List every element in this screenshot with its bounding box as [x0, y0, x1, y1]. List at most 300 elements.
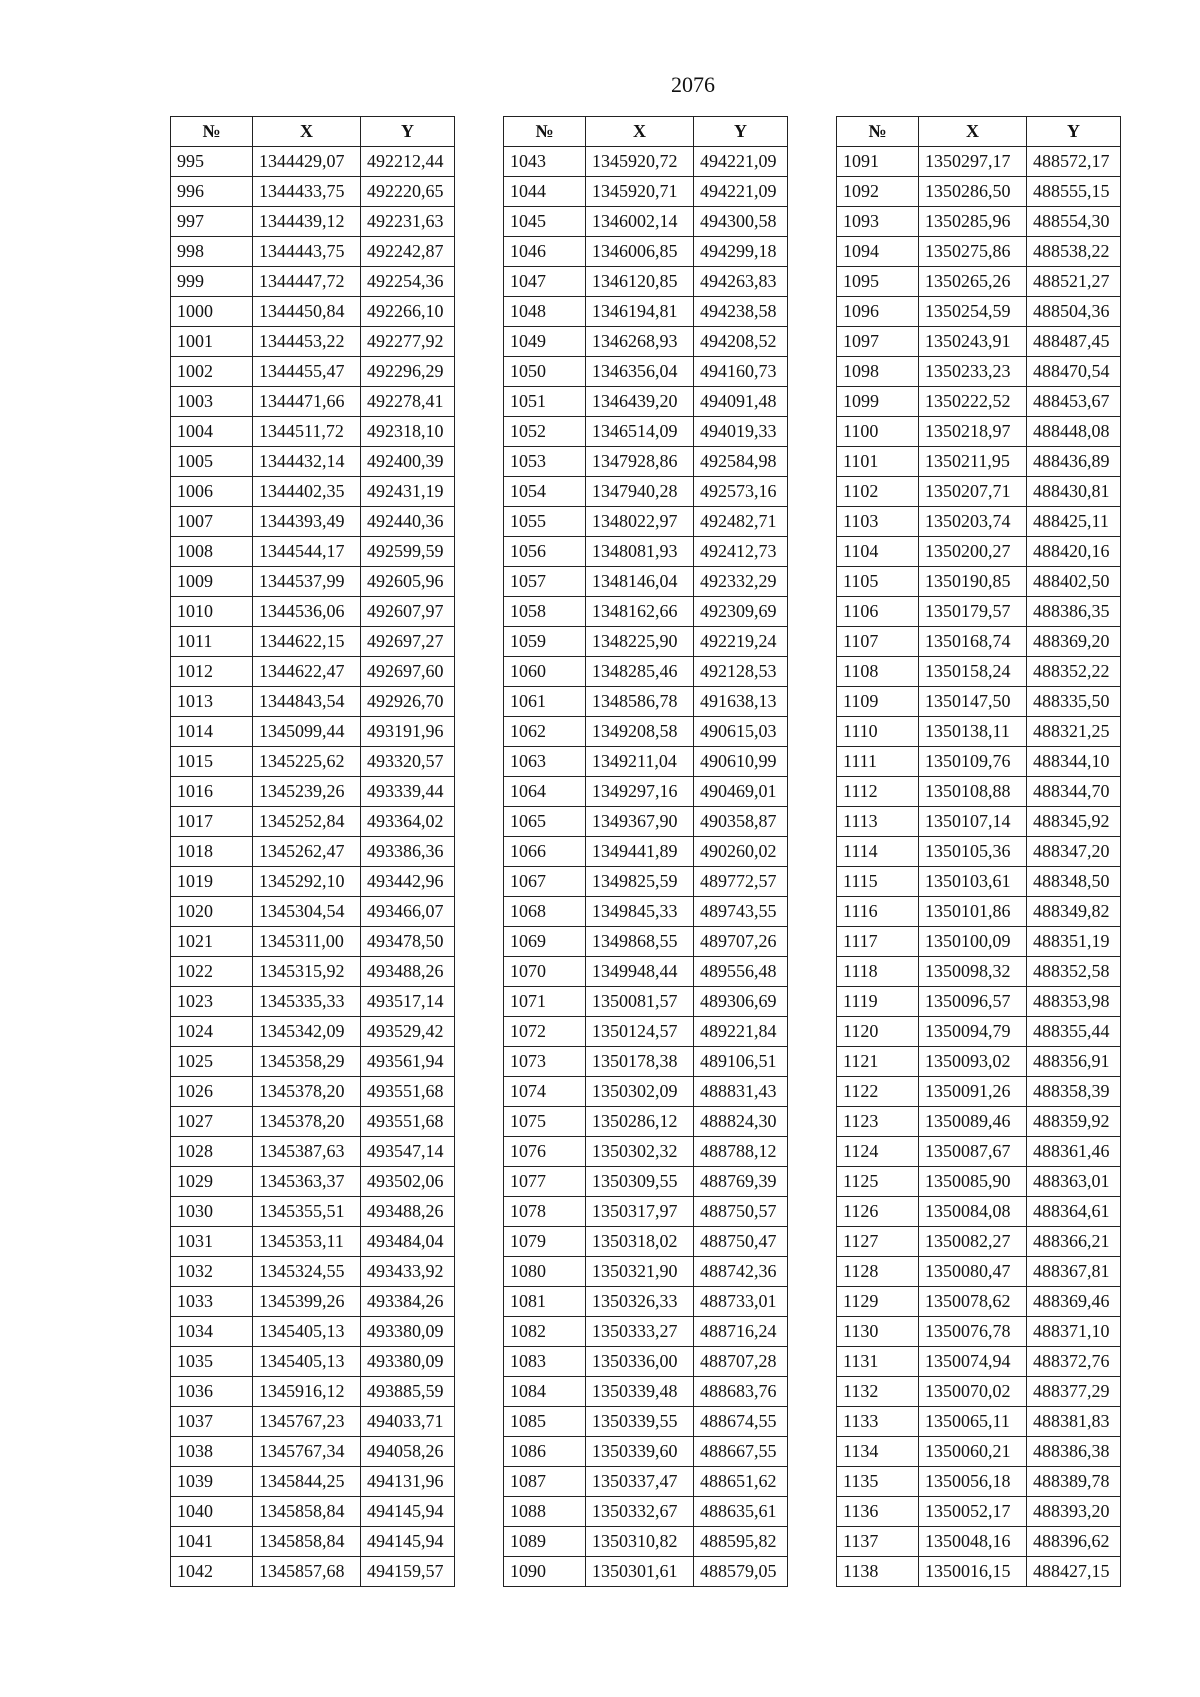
cell-x: 1350211,95	[919, 447, 1027, 477]
table-row	[837, 537, 1121, 567]
table-row	[837, 477, 1121, 507]
cell-number: 1083	[504, 1347, 586, 1377]
cell-number: 1126	[837, 1197, 919, 1227]
cell-number: 1103	[837, 507, 919, 537]
cell-number: 1057	[504, 567, 586, 597]
cell-number: 1129	[837, 1287, 919, 1317]
cell-y: 494263,83	[694, 267, 788, 297]
table-row	[171, 147, 455, 177]
table-row	[171, 657, 455, 687]
table-row	[837, 837, 1121, 867]
table-row	[837, 1467, 1121, 1497]
cell-x: 1345857,68	[253, 1557, 361, 1587]
cell-number: 999	[171, 267, 253, 297]
cell-x: 1350317,97	[586, 1197, 694, 1227]
cell-y: 492697,27	[361, 627, 455, 657]
cell-number: 1001	[171, 327, 253, 357]
cell-y: 492605,96	[361, 567, 455, 597]
table-row	[171, 1137, 455, 1167]
cell-number: 1038	[171, 1437, 253, 1467]
table-row	[504, 447, 788, 477]
table-row	[171, 837, 455, 867]
cell-x: 1350265,26	[919, 267, 1027, 297]
page-number: 2076	[671, 72, 715, 97]
cell-y: 488366,21	[1027, 1227, 1121, 1257]
cell-y: 489772,57	[694, 867, 788, 897]
cell-y: 494091,48	[694, 387, 788, 417]
cell-number: 1069	[504, 927, 586, 957]
cell-x: 1350310,82	[586, 1527, 694, 1557]
cell-y: 488386,38	[1027, 1437, 1121, 1467]
table-row	[504, 927, 788, 957]
cell-x: 1348022,97	[586, 507, 694, 537]
cell-number: 1042	[171, 1557, 253, 1587]
cell-x: 1350190,85	[919, 567, 1027, 597]
header-x: X	[253, 117, 361, 147]
table-row	[504, 1167, 788, 1197]
cell-number: 996	[171, 177, 253, 207]
cell-y: 492231,63	[361, 207, 455, 237]
table-row	[504, 957, 788, 987]
table-header-row	[171, 117, 455, 147]
cell-number: 1053	[504, 447, 586, 477]
table-row	[837, 777, 1121, 807]
cell-x: 1350200,27	[919, 537, 1027, 567]
cell-number: 1066	[504, 837, 586, 867]
cell-y: 488389,78	[1027, 1467, 1121, 1497]
cell-number: 1106	[837, 597, 919, 627]
table-row	[171, 957, 455, 987]
cell-number: 1000	[171, 297, 253, 327]
table-row	[504, 1557, 788, 1587]
cell-number: 1048	[504, 297, 586, 327]
cell-y: 488707,28	[694, 1347, 788, 1377]
table-row	[504, 987, 788, 1017]
cell-number: 1125	[837, 1167, 919, 1197]
cell-x: 1345399,26	[253, 1287, 361, 1317]
cell-number: 1072	[504, 1017, 586, 1047]
table-row	[171, 747, 455, 777]
cell-number: 1023	[171, 987, 253, 1017]
table-row	[171, 1467, 455, 1497]
cell-x: 1350301,61	[586, 1557, 694, 1587]
table-header-row	[837, 117, 1121, 147]
table-row	[504, 597, 788, 627]
table-row	[504, 1317, 788, 1347]
cell-y: 488769,39	[694, 1167, 788, 1197]
cell-number: 1043	[504, 147, 586, 177]
cell-y: 493551,68	[361, 1107, 455, 1137]
table-row	[837, 1377, 1121, 1407]
cell-number: 1027	[171, 1107, 253, 1137]
cell-x: 1345387,63	[253, 1137, 361, 1167]
cell-y: 488554,30	[1027, 207, 1121, 237]
cell-number: 1079	[504, 1227, 586, 1257]
table-row	[504, 1377, 788, 1407]
cell-y: 488425,11	[1027, 507, 1121, 537]
cell-y: 492440,36	[361, 507, 455, 537]
cell-x: 1346194,81	[586, 297, 694, 327]
cell-x: 1345767,34	[253, 1437, 361, 1467]
cell-number: 1013	[171, 687, 253, 717]
cell-x: 1349211,04	[586, 747, 694, 777]
table-row	[837, 597, 1121, 627]
cell-number: 1068	[504, 897, 586, 927]
cell-number: 1017	[171, 807, 253, 837]
cell-number: 1050	[504, 357, 586, 387]
cell-y: 492431,19	[361, 477, 455, 507]
cell-number: 1096	[837, 297, 919, 327]
cell-number: 1052	[504, 417, 586, 447]
cell-y: 488538,22	[1027, 237, 1121, 267]
table-row	[171, 507, 455, 537]
cell-number: 1108	[837, 657, 919, 687]
cell-x: 1345844,25	[253, 1467, 361, 1497]
table-row	[171, 1047, 455, 1077]
cell-x: 1345311,00	[253, 927, 361, 957]
cell-y: 488716,24	[694, 1317, 788, 1347]
cell-y: 489306,69	[694, 987, 788, 1017]
cell-number: 1009	[171, 567, 253, 597]
table-row	[171, 597, 455, 627]
table-row	[504, 147, 788, 177]
table-row	[171, 1527, 455, 1557]
table-row	[837, 1167, 1121, 1197]
cell-number: 1031	[171, 1227, 253, 1257]
table-row	[504, 1077, 788, 1107]
cell-y: 488436,89	[1027, 447, 1121, 477]
cell-x: 1345363,37	[253, 1167, 361, 1197]
table-row	[837, 327, 1121, 357]
table-row	[171, 387, 455, 417]
cell-x: 1350339,48	[586, 1377, 694, 1407]
cell-x: 1350337,47	[586, 1467, 694, 1497]
cell-y: 488321,25	[1027, 717, 1121, 747]
cell-y: 489707,26	[694, 927, 788, 957]
cell-number: 1133	[837, 1407, 919, 1437]
table-row	[171, 1227, 455, 1257]
table-row	[837, 297, 1121, 327]
table-row	[171, 1257, 455, 1287]
cell-y: 488742,36	[694, 1257, 788, 1287]
cell-x: 1345920,72	[586, 147, 694, 177]
table-row	[171, 1497, 455, 1527]
cell-number: 1128	[837, 1257, 919, 1287]
cell-number: 1075	[504, 1107, 586, 1137]
cell-y: 493364,02	[361, 807, 455, 837]
cell-number: 1007	[171, 507, 253, 537]
cell-number: 997	[171, 207, 253, 237]
table-row	[504, 657, 788, 687]
cell-x: 1350339,55	[586, 1407, 694, 1437]
cell-y: 488344,10	[1027, 747, 1121, 777]
cell-number: 1107	[837, 627, 919, 657]
table-row	[504, 537, 788, 567]
table-row	[171, 477, 455, 507]
cell-y: 494300,58	[694, 207, 788, 237]
cell-x: 1350052,17	[919, 1497, 1027, 1527]
cell-number: 1003	[171, 387, 253, 417]
cell-number: 1114	[837, 837, 919, 867]
table-row	[504, 1287, 788, 1317]
cell-number: 1091	[837, 147, 919, 177]
cell-x: 1350222,52	[919, 387, 1027, 417]
table-row	[171, 267, 455, 297]
cell-y: 492278,41	[361, 387, 455, 417]
cell-x: 1345353,11	[253, 1227, 361, 1257]
cell-number: 1040	[171, 1497, 253, 1527]
cell-y: 488352,22	[1027, 657, 1121, 687]
cell-y: 492219,24	[694, 627, 788, 657]
cell-x: 1350078,62	[919, 1287, 1027, 1317]
header-number: №	[504, 117, 586, 147]
cell-number: 1122	[837, 1077, 919, 1107]
table-row	[171, 537, 455, 567]
cell-x: 1346439,20	[586, 387, 694, 417]
cell-y: 492296,29	[361, 357, 455, 387]
cell-x: 1350087,67	[919, 1137, 1027, 1167]
table-row	[837, 567, 1121, 597]
cell-x: 1350100,09	[919, 927, 1027, 957]
cell-number: 1004	[171, 417, 253, 447]
cell-number: 1112	[837, 777, 919, 807]
cell-y: 488572,17	[1027, 147, 1121, 177]
cell-x: 1345355,51	[253, 1197, 361, 1227]
cell-y: 488361,46	[1027, 1137, 1121, 1167]
cell-x: 1349845,33	[586, 897, 694, 927]
cell-y: 488824,30	[694, 1107, 788, 1137]
table-row	[504, 417, 788, 447]
cell-number: 1102	[837, 477, 919, 507]
cell-x: 1350076,78	[919, 1317, 1027, 1347]
cell-y: 488345,92	[1027, 807, 1121, 837]
cell-y: 493466,07	[361, 897, 455, 927]
cell-x: 1350070,02	[919, 1377, 1027, 1407]
cell-number: 1117	[837, 927, 919, 957]
coordinates-table-1	[170, 116, 455, 1587]
table-row	[171, 777, 455, 807]
table-row	[837, 1227, 1121, 1257]
cell-y: 488448,08	[1027, 417, 1121, 447]
cell-y: 494238,58	[694, 297, 788, 327]
cell-y: 494299,18	[694, 237, 788, 267]
table-row	[504, 1227, 788, 1257]
cell-y: 488555,15	[1027, 177, 1121, 207]
cell-x: 1344447,72	[253, 267, 361, 297]
table-row	[504, 1497, 788, 1527]
cell-y: 494145,94	[361, 1497, 455, 1527]
cell-y: 492212,44	[361, 147, 455, 177]
cell-number: 1071	[504, 987, 586, 1017]
table-row	[837, 957, 1121, 987]
cell-number: 1090	[504, 1557, 586, 1587]
cell-y: 488396,62	[1027, 1527, 1121, 1557]
cell-x: 1344393,49	[253, 507, 361, 537]
cell-x: 1344471,66	[253, 387, 361, 417]
cell-number: 1067	[504, 867, 586, 897]
cell-x: 1350286,12	[586, 1107, 694, 1137]
cell-y: 488347,20	[1027, 837, 1121, 867]
cell-y: 488595,82	[694, 1527, 788, 1557]
cell-x: 1344511,72	[253, 417, 361, 447]
cell-y: 494208,52	[694, 327, 788, 357]
cell-x: 1348285,46	[586, 657, 694, 687]
cell-y: 488369,46	[1027, 1287, 1121, 1317]
table-row	[504, 687, 788, 717]
cell-y: 494019,33	[694, 417, 788, 447]
cell-number: 1121	[837, 1047, 919, 1077]
table-row	[171, 1557, 455, 1587]
cell-x: 1350336,00	[586, 1347, 694, 1377]
table-row	[837, 1527, 1121, 1557]
cell-x: 1345252,84	[253, 807, 361, 837]
cell-y: 492697,60	[361, 657, 455, 687]
cell-number: 1120	[837, 1017, 919, 1047]
cell-y: 492599,59	[361, 537, 455, 567]
cell-number: 1088	[504, 1497, 586, 1527]
table-row	[504, 237, 788, 267]
table-row	[837, 177, 1121, 207]
cell-x: 1350179,57	[919, 597, 1027, 627]
cell-x: 1345342,09	[253, 1017, 361, 1047]
cell-x: 1345920,71	[586, 177, 694, 207]
table-row	[504, 177, 788, 207]
cell-x: 1349948,44	[586, 957, 694, 987]
table-row	[837, 1347, 1121, 1377]
cell-number: 1132	[837, 1377, 919, 1407]
cell-number: 1030	[171, 1197, 253, 1227]
table-row	[837, 987, 1121, 1017]
cell-y: 491638,13	[694, 687, 788, 717]
cell-number: 1109	[837, 687, 919, 717]
cell-y: 494131,96	[361, 1467, 455, 1497]
table-row	[171, 297, 455, 327]
cell-number: 1002	[171, 357, 253, 387]
cell-y: 494159,57	[361, 1557, 455, 1587]
cell-x: 1348586,78	[586, 687, 694, 717]
table-row	[171, 1197, 455, 1227]
table-row	[504, 747, 788, 777]
cell-y: 492400,39	[361, 447, 455, 477]
cell-number: 1026	[171, 1077, 253, 1107]
cell-number: 1138	[837, 1557, 919, 1587]
cell-number: 1098	[837, 357, 919, 387]
cell-number: 1047	[504, 267, 586, 297]
cell-x: 1350082,27	[919, 1227, 1027, 1257]
cell-x: 1350089,46	[919, 1107, 1027, 1137]
cell-y: 488371,10	[1027, 1317, 1121, 1347]
cell-y: 493529,42	[361, 1017, 455, 1047]
cell-number: 1113	[837, 807, 919, 837]
table-row	[171, 687, 455, 717]
cell-number: 1060	[504, 657, 586, 687]
cell-number: 1041	[171, 1527, 253, 1557]
cell-y: 489221,84	[694, 1017, 788, 1047]
table-row	[837, 1047, 1121, 1077]
cell-number: 1134	[837, 1437, 919, 1467]
cell-y: 492584,98	[694, 447, 788, 477]
cell-number: 1010	[171, 597, 253, 627]
cell-x: 1344429,07	[253, 147, 361, 177]
cell-number: 1039	[171, 1467, 253, 1497]
cell-number: 1016	[171, 777, 253, 807]
table-row	[171, 1407, 455, 1437]
table-row	[504, 507, 788, 537]
cell-x: 1350060,21	[919, 1437, 1027, 1467]
table-row	[837, 687, 1121, 717]
cell-y: 490260,02	[694, 837, 788, 867]
cell-y: 492242,87	[361, 237, 455, 267]
table-row	[504, 1197, 788, 1227]
cell-y: 493517,14	[361, 987, 455, 1017]
cell-y: 492482,71	[694, 507, 788, 537]
cell-number: 1095	[837, 267, 919, 297]
cell-x: 1348225,90	[586, 627, 694, 657]
cell-x: 1350094,79	[919, 1017, 1027, 1047]
cell-x: 1350105,36	[919, 837, 1027, 867]
cell-y: 492412,73	[694, 537, 788, 567]
cell-x: 1350326,33	[586, 1287, 694, 1317]
cell-y: 488402,50	[1027, 567, 1121, 597]
cell-number: 1089	[504, 1527, 586, 1557]
table-row	[837, 267, 1121, 297]
table-row	[504, 1407, 788, 1437]
table-row	[504, 1527, 788, 1557]
cell-y: 489106,51	[694, 1047, 788, 1077]
cell-number: 1110	[837, 717, 919, 747]
cell-number: 1119	[837, 987, 919, 1017]
cell-y: 488363,01	[1027, 1167, 1121, 1197]
cell-number: 1093	[837, 207, 919, 237]
cell-y: 492220,65	[361, 177, 455, 207]
table-row	[837, 657, 1121, 687]
cell-x: 1350254,59	[919, 297, 1027, 327]
cell-y: 494058,26	[361, 1437, 455, 1467]
cell-y: 493484,04	[361, 1227, 455, 1257]
cell-number: 1087	[504, 1467, 586, 1497]
cell-y: 492254,36	[361, 267, 455, 297]
cell-number: 1035	[171, 1347, 253, 1377]
cell-x: 1350081,57	[586, 987, 694, 1017]
cell-number: 1076	[504, 1137, 586, 1167]
cell-y: 492318,10	[361, 417, 455, 447]
table-row	[837, 1017, 1121, 1047]
cell-x: 1349868,55	[586, 927, 694, 957]
cell-number: 1111	[837, 747, 919, 777]
cell-number: 1064	[504, 777, 586, 807]
cell-y: 492926,70	[361, 687, 455, 717]
cell-y: 488393,20	[1027, 1497, 1121, 1527]
cell-x: 1350147,50	[919, 687, 1027, 717]
table-row	[504, 867, 788, 897]
cell-x: 1345262,47	[253, 837, 361, 867]
cell-number: 1034	[171, 1317, 253, 1347]
header-number: №	[171, 117, 253, 147]
cell-number: 1012	[171, 657, 253, 687]
cell-y: 488348,50	[1027, 867, 1121, 897]
cell-number: 1099	[837, 387, 919, 417]
header-y: Y	[694, 117, 788, 147]
cell-y: 490610,99	[694, 747, 788, 777]
cell-number: 1127	[837, 1227, 919, 1257]
cell-number: 1080	[504, 1257, 586, 1287]
cell-number: 1056	[504, 537, 586, 567]
table-row	[504, 717, 788, 747]
cell-x: 1350286,50	[919, 177, 1027, 207]
cell-x: 1344443,75	[253, 237, 361, 267]
cell-x: 1345858,84	[253, 1527, 361, 1557]
cell-y: 488750,57	[694, 1197, 788, 1227]
